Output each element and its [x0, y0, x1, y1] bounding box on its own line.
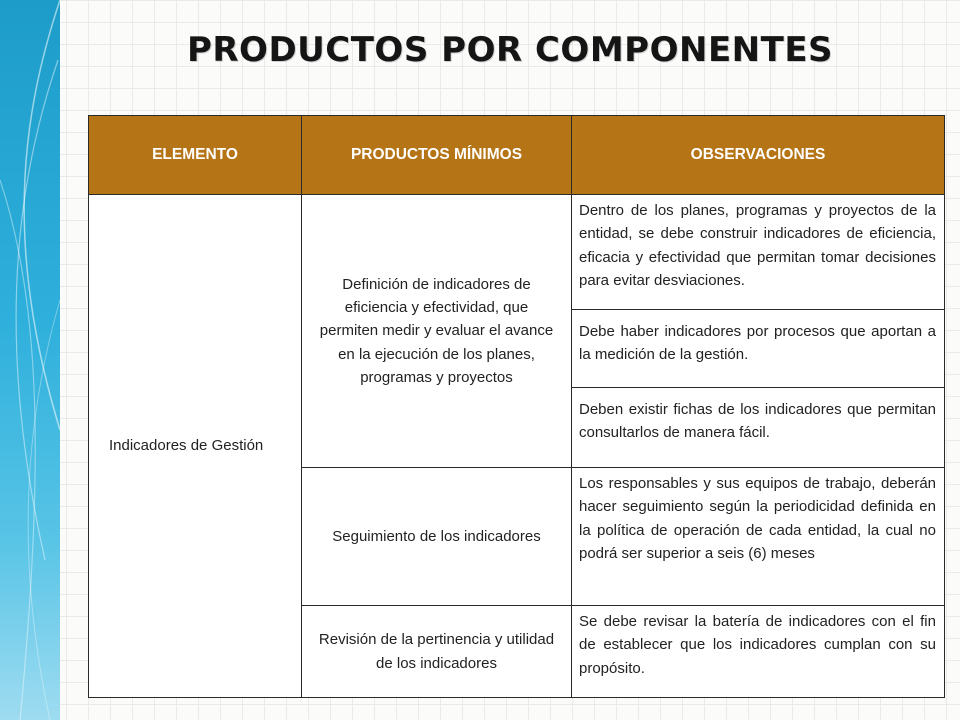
cell-observacion: Deben existir fichas de los indicadores que permitan consultarlos de manera fácil.: [572, 388, 945, 468]
header-productos-minimos: PRODUCTOS MÍNIMOS: [302, 116, 572, 195]
cell-producto-definicion: Definición de indicadores de eficiencia y efectividad, que permiten medir y evaluar el avance en la ejecución de los planes, programas y proyectos: [302, 195, 572, 468]
decorative-swoosh-lines: [0, 0, 60, 720]
cell-producto-revision: Revisión de la pertinencia y utilidad de los indicadores: [302, 606, 572, 698]
table-header-row: [89, 116, 945, 195]
cell-producto-seguimiento: Seguimiento de los indicadores: [302, 468, 572, 606]
cell-observacion: Se debe revisar la batería de indicadores con el fin de establecer que los indicadores cumplan con su propósito.: [572, 606, 945, 698]
cell-observacion: Debe haber indicadores por procesos que aportan a la medición de la gestión.: [572, 310, 945, 388]
cell-observacion: Dentro de los planes, programas y proyectos de la entidad, se debe construir indicadores de eficiencia, eficacia y efectividad que permitan tomar decisiones para evitar desviaciones.: [572, 195, 945, 310]
cell-elemento: Indicadores de Gestión: [89, 195, 302, 698]
productos-table: [88, 115, 945, 698]
table-row: [89, 195, 945, 310]
slide-title: PRODUCTOS POR COMPONENTES: [186, 30, 834, 70]
cell-observacion: Los responsables y sus equipos de trabajo, deberán hacer seguimiento según la periodicidad definida en la política de operación de cada entidad, la cual no podrá ser superior a seis (6) meses: [572, 468, 945, 606]
header-elemento: ELEMENTO: [89, 116, 302, 195]
decorative-side-band: [0, 0, 60, 720]
header-observaciones: OBSERVACIONES: [572, 116, 945, 195]
